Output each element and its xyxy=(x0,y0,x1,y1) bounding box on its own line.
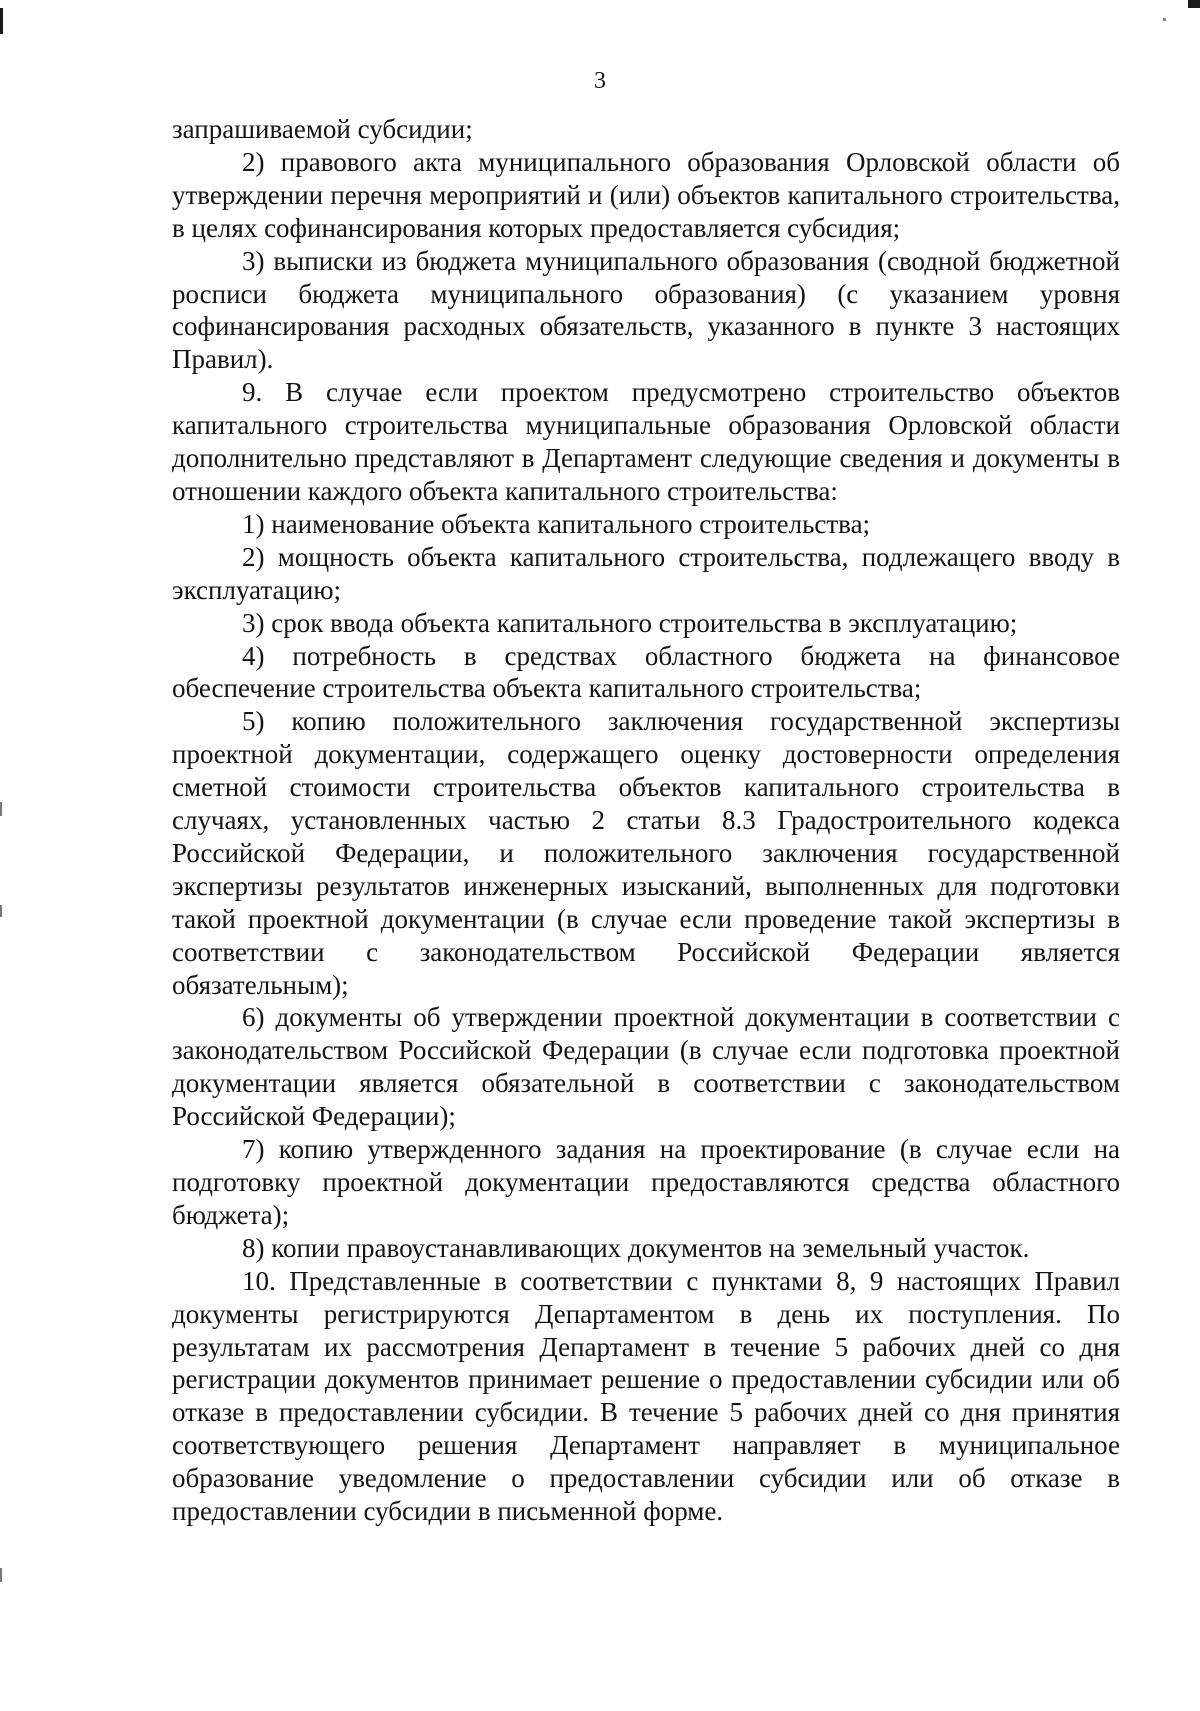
paragraph-design-assignment: 7) копию утвержденного задания на проектирование (в случае если на подготовку проектной документации предоставляются средства областного бюджета); xyxy=(172,1134,1120,1230)
paragraph-budget-extract: 3) выписки из бюджета муниципального образования (сводной бюджетной росписи бюджета муниципального образования) (с указанием уровня софинансирования расходных обязательств, указанного в пункте 3 настоящих Правил). xyxy=(172,245,1120,375)
paragraph-object-capacity: 2) мощность объекта капитального строительства, подлежащего вводу в эксплуатацию; xyxy=(172,541,1120,605)
scan-edge-mark xyxy=(0,8,3,34)
paragraph-item-10: 10. Представленные в соответствии с пунктами 8, 9 настоящих Правил документы регистрируются Департаментом в день их поступления. По результатам их рассмотрения Департамент в течение 5 рабочих дней со дня регистрации документов принимает решение о предоставлении субсидии или об отказе в предоставлении субсидии. В течение 5 рабочих дней со дня принятия соответствующего решения Департамент направляет в муниципальное образование уведомление о предоставлении субсидии или об отказе в предоставлении субсидии в письменной форме. xyxy=(172,1265,1120,1527)
paragraph-funding-need: 4) потребность в средствах областного бюджета на финансовое обеспечение строительства объекта капитального строительства; xyxy=(172,640,1120,704)
paragraph-item-9: 9. В случае если проектом предусмотрено строительство объектов капитального строительства муниципальные образования Орловской области дополнительно представляют в Департамент следующие сведения и документы в отношении каждого объекта капитального строительства: xyxy=(172,377,1120,506)
scan-edge-mark xyxy=(1188,0,1200,8)
document-body xyxy=(172,113,1120,1528)
paragraph-legal-act: 2) правового акта муниципального образования Орловской области об утверждении перечня мероприятий и (или) объектов капитального строительства, в целях софинансирования которых предоставляется субсидия; xyxy=(172,146,1120,243)
scan-edge-mark xyxy=(0,905,2,917)
paragraph-object-name: 1) наименование объекта капитального строительства; xyxy=(242,508,871,539)
scan-edge-mark xyxy=(1163,18,1166,21)
paragraph-commissioning-date: 3) срок ввода объекта капитального строительства в эксплуатацию; xyxy=(242,607,1018,638)
paragraph-expertise-copy: 5) копию положительного заключения государственной экспертизы проектной документации, содержащего оценку достоверности определения сметной стоимости строительства объектов капитального строительства в случаях, установленных частью 2 статьи 8.3 Градостроительного кодекса Российской Федерации, и положительного заключения государственной экспертизы результатов инженерных изысканий, выполненных для подготовки такой проектной документации (в случае если проведение такой экспертизы в соответствии с законодательством Российской Федерации является обязательным); xyxy=(172,706,1120,1000)
page-number: 3 xyxy=(594,68,606,94)
paragraph-design-approval: 6) документы об утверждении проектной документации в соответствии с законодательством Российской Федерации (в случае если подготовка проектной документации является обязательной в соответствии с законодательством Российской Федерации); xyxy=(172,1002,1120,1132)
paragraph-land-documents: 8) копии правоустанавливающих документов на земельный участок. xyxy=(242,1232,1030,1263)
scan-edge-mark xyxy=(0,802,2,816)
paragraph-requested-subsidy: запрашиваемой субсидии; xyxy=(172,114,473,144)
scan-edge-mark xyxy=(0,1568,2,1582)
